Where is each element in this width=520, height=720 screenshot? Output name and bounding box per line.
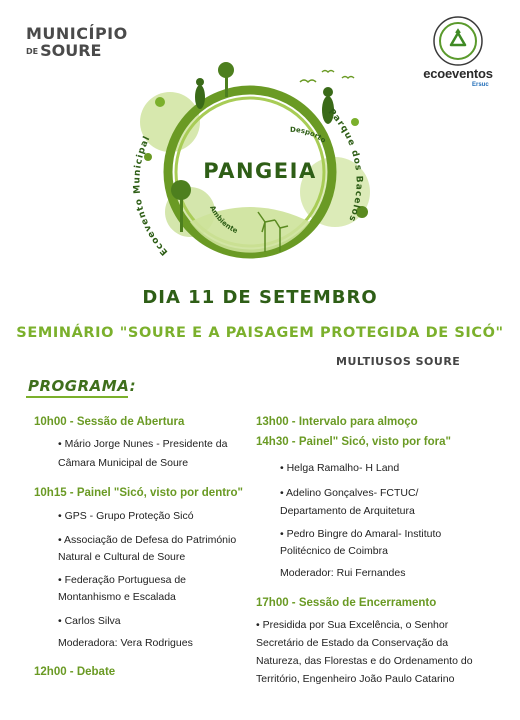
- seminar-venue: MULTIUSOS SOURE: [336, 355, 461, 368]
- ring-bottom-text: Ambiente: [208, 204, 239, 236]
- programa-heading: PROGRAMA:: [28, 377, 137, 395]
- closing-text-line: Natureza, das Florestas e do Ordenamento do: [256, 655, 473, 667]
- recycle-icon: [408, 14, 508, 68]
- session-painel-fora-time: 14h30 - Painel" Sicó, visto por fora": [256, 436, 451, 448]
- closing-text-line: Secretário de Estado da Conservação da: [256, 637, 449, 649]
- session-abertura-time: 10h00 - Sessão de Abertura: [34, 416, 185, 428]
- list-item: • Carlos Silva: [58, 615, 121, 627]
- moderator-text: Moderadora: Vera Rodrigues: [58, 637, 193, 649]
- list-item: Montanhismo e Escalada: [58, 591, 176, 603]
- dot-shape: [155, 97, 165, 107]
- ring-left-text: Ecoevento Municipal: [132, 134, 171, 257]
- list-item: Câmara Municipal de Soure: [58, 457, 189, 469]
- seminar-title: SEMINÁRIO "SOURE E A PAISAGEM PROTEGIDA DE SICÓ": [16, 325, 504, 341]
- emblem-title: PANGEIA: [203, 159, 317, 183]
- closing-text-line: Território, Engenheiro João Paulo Catarino: [256, 673, 455, 685]
- municipio-line1: MUNICÍPIO: [26, 24, 128, 43]
- sponsor-name: ecoeventos: [423, 66, 493, 81]
- list-item: • Associação de Defesa do Património: [58, 534, 237, 546]
- list-item: Natural e Cultural de Soure: [58, 551, 186, 563]
- ring-top-text: Desporto: [289, 125, 328, 145]
- event-date: DIA 11 DE SETEMBRO: [142, 287, 378, 308]
- municipio-de: DE: [26, 46, 39, 56]
- pangeia-emblem: [100, 52, 400, 272]
- closing-text-line: • Presidida por Sua Excelência, o Senhor: [256, 619, 449, 631]
- list-item: Departamento de Arquitetura: [280, 505, 415, 517]
- svg-text:Ecoevento Municipal: [132, 134, 170, 257]
- bird-icon: [300, 71, 354, 83]
- list-item: • Adelino Gonçalves- FCTUC/: [280, 487, 419, 499]
- ring-right-text: Parque dos Bacelos: [325, 107, 364, 224]
- list-item: • Pedro Bingre do Amaral- Instituto: [280, 528, 442, 540]
- list-item: • Mário Jorge Nunes - Presidente da: [58, 438, 228, 450]
- sponsor-sub: Ersuc: [472, 82, 489, 88]
- programa-underline: [26, 396, 128, 398]
- list-item: Politécnico de Coimbra: [280, 545, 388, 557]
- session-debate-time: 12h00 - Debate: [34, 666, 116, 678]
- session-painel-dentro-time: 10h15 - Painel "Sicó, visto por dentro": [34, 487, 244, 499]
- session-almoco-time: 13h00 - Intervalo para almoço: [256, 416, 418, 428]
- list-item: • Federação Portuguesa de: [58, 574, 187, 586]
- ecoeventos-logo: [408, 14, 508, 94]
- moderator-text: Moderador: Rui Fernandes: [280, 567, 406, 579]
- dot-shape: [351, 118, 359, 126]
- list-item: • GPS - Grupo Proteção Sicó: [58, 510, 194, 522]
- session-encerramento-time: 17h00 - Sessão de Encerramento: [256, 597, 437, 609]
- municipio-line2: SOURE: [40, 41, 102, 60]
- list-item: • Helga Ramalho- H Land: [280, 462, 400, 474]
